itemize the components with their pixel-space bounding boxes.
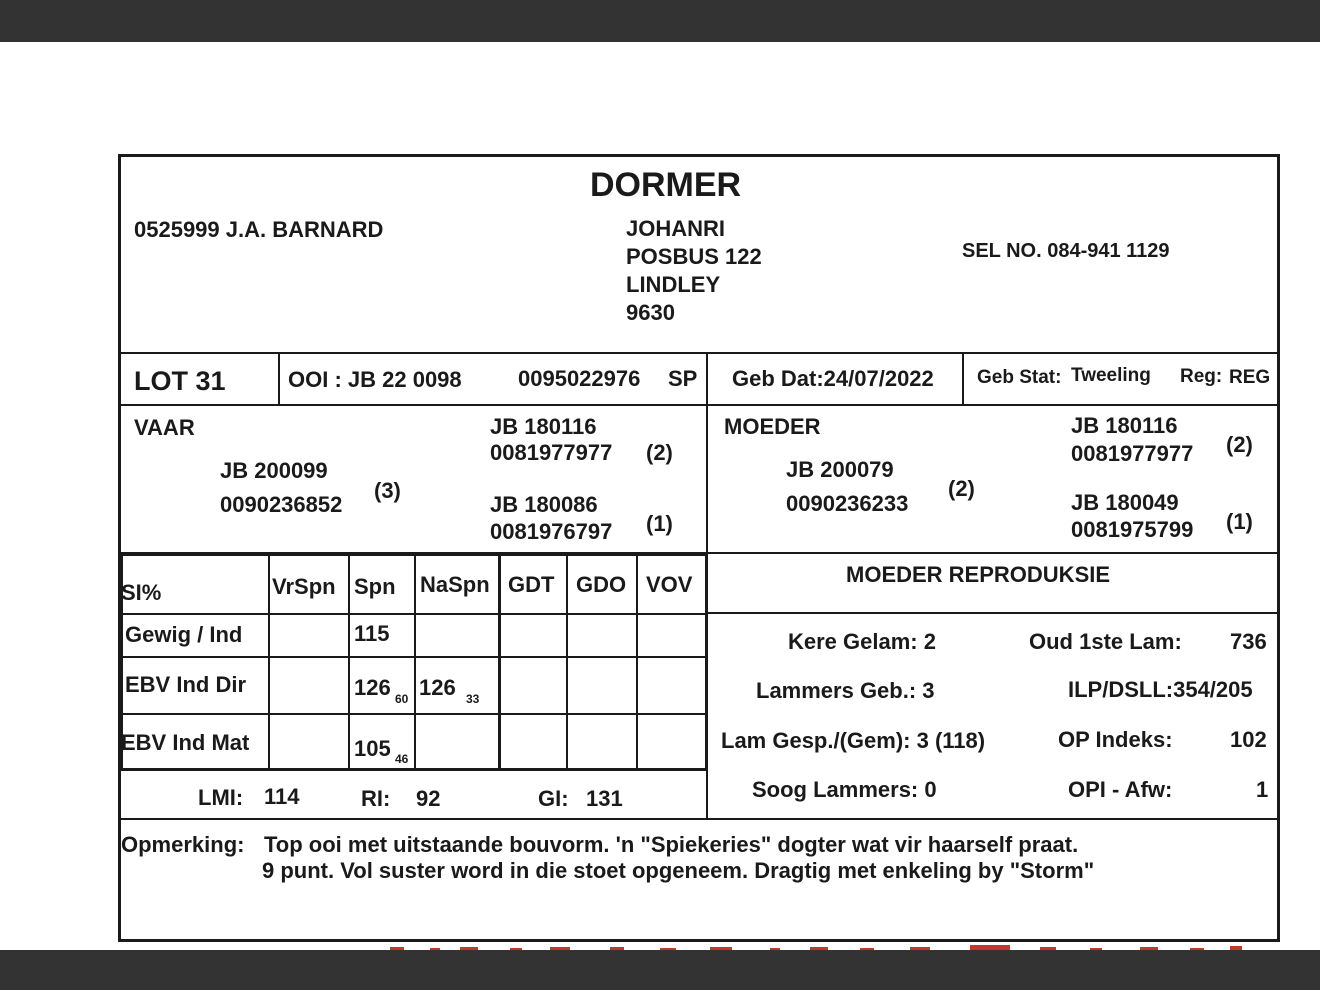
remarks-label: Opmerking:: [121, 832, 245, 857]
birth-status-label: Geb Stat:: [977, 367, 1062, 388]
birth-status: Tweeling: [1071, 365, 1151, 386]
table-right: [705, 553, 708, 771]
lmi-label: LMI:: [198, 785, 244, 810]
breeder-name: 0525999 J.A. BARNARD: [134, 217, 384, 242]
row-ebv-dir-naspn: 126: [419, 675, 456, 700]
ewe-id: OOI : JB 22 0098: [288, 367, 462, 392]
table-col-6: [636, 553, 638, 771]
address-line-3: LINDLEY: [626, 272, 721, 297]
row-ebv-mat-spn: 105: [354, 736, 391, 761]
reproduction-title: MOEDER REPRODUKSIE: [846, 562, 1111, 587]
row-ebv-dir-spn: 126: [354, 675, 391, 700]
remarks-line-2: 9 punt. Vol suster word in die stoet opgeneem. Dragtig met enkeling by "Storm": [262, 858, 1095, 883]
row-gewig-spn: 115: [354, 621, 390, 646]
row-label-gewig: Gewig / Ind: [125, 622, 243, 647]
sire-sire-number: 0081977977: [490, 440, 613, 465]
repro-oud-label: Oud 1ste Lam:: [1029, 629, 1182, 654]
birth-date: Geb Dat:24/07/2022: [732, 366, 934, 391]
dam-dam-number: 0081975799: [1071, 517, 1194, 542]
repro-oud-value: 736: [1230, 629, 1267, 654]
dam-label: MOEDER: [724, 414, 821, 439]
repro-opi-value: 1: [1256, 777, 1269, 802]
registration-number: 0095022976: [518, 366, 641, 391]
repro-ilp: ILP/DSLL:354/205: [1068, 677, 1253, 702]
gi-value: 131: [586, 786, 623, 811]
table-header-gdt: GDT: [508, 572, 555, 597]
table-header-vov: VOV: [646, 572, 693, 597]
remarks-line-1: Top ooi met uitstaande bouvorm. 'n "Spiekeries" dogter wat vir haarself praat.: [264, 832, 1079, 857]
lmi-value: 114: [264, 784, 300, 809]
registration-suffix: SP: [668, 366, 698, 391]
address-line-2: POSBUS 122: [626, 244, 762, 269]
address-line-4: 9630: [626, 300, 675, 325]
divider-repro-title: [708, 612, 1277, 614]
table-header-vrspn: VrSpn: [272, 574, 336, 599]
sire-dam-number: 0081976797: [490, 519, 613, 544]
reg-label: Reg:: [1180, 366, 1223, 387]
row-label-ebv-dir: EBV Ind Dir: [125, 672, 247, 697]
sire-dam-score: (1): [646, 511, 673, 536]
sire-id: JB 200099: [220, 458, 328, 483]
dam-id: JB 200079: [786, 457, 894, 482]
repro-opi-label: OPI - Afw:: [1068, 777, 1173, 802]
row-ebv-mat-spn-acc: 46: [395, 752, 409, 766]
dam-sire-number: 0081977977: [1071, 441, 1194, 466]
repro-lammers-geb: Lammers Geb.: 3: [756, 678, 935, 703]
sire-sire-score: (2): [646, 440, 673, 465]
row-ebv-dir-naspn-acc: 33: [466, 692, 480, 706]
row-label-ebv-mat: EBV Ind Mat: [121, 730, 250, 755]
dam-dam-id: JB 180049: [1071, 490, 1179, 515]
sire-score: (3): [374, 478, 401, 503]
table-col-3: [414, 553, 416, 771]
phone-number: SEL NO. 084-941 1129: [962, 240, 1170, 262]
top-bar: [0, 0, 1320, 42]
divider-lot-ooi: [278, 353, 280, 405]
repro-kere-gelam: Kere Gelam: 2: [788, 629, 936, 654]
table-header-si: SI%: [121, 580, 162, 605]
ri-label: RI:: [361, 786, 391, 811]
table-col-4: [498, 553, 501, 771]
table-col-2: [348, 553, 350, 771]
lot-number: LOT 31: [134, 366, 226, 396]
dam-dam-score: (1): [1226, 509, 1253, 534]
dam-sire-id: JB 180116: [1071, 413, 1178, 438]
table-col-1: [268, 553, 270, 771]
gi-label: GI:: [538, 786, 569, 811]
dam-sire-score: (2): [1226, 432, 1253, 457]
address-line-1: JOHANRI: [626, 216, 726, 241]
repro-soog-lammers: Soog Lammers: 0: [752, 777, 937, 802]
ri-value: 92: [416, 786, 441, 811]
repro-op-value: 102: [1230, 727, 1267, 752]
repro-lam-gesp: Lam Gesp./(Gem): 3 (118): [721, 728, 986, 753]
row-ebv-dir-spn-acc: 60: [395, 692, 409, 706]
divider-remarks: [121, 818, 1277, 820]
table-col-5: [566, 553, 568, 771]
sire-label: VAAR: [134, 415, 195, 440]
sire-number: 0090236852: [220, 492, 343, 517]
reg-value: REG: [1229, 367, 1271, 388]
sire-dam-id: JB 180086: [490, 492, 598, 517]
table-header-naspn: NaSpn: [420, 572, 490, 597]
table-header-spn: Spn: [354, 574, 396, 599]
dam-score: (2): [948, 476, 975, 501]
bottom-bar: [0, 950, 1320, 990]
repro-op-label: OP Indeks:: [1058, 727, 1173, 752]
divider-lot: [121, 404, 1277, 406]
table-header-gdo: GDO: [576, 572, 627, 597]
breed-title: DORMER: [590, 166, 742, 204]
dam-number: 0090236233: [786, 491, 909, 516]
divider-header: [121, 352, 1277, 354]
sire-sire-id: JB 180116: [490, 414, 597, 439]
divider-date-status: [962, 353, 964, 405]
